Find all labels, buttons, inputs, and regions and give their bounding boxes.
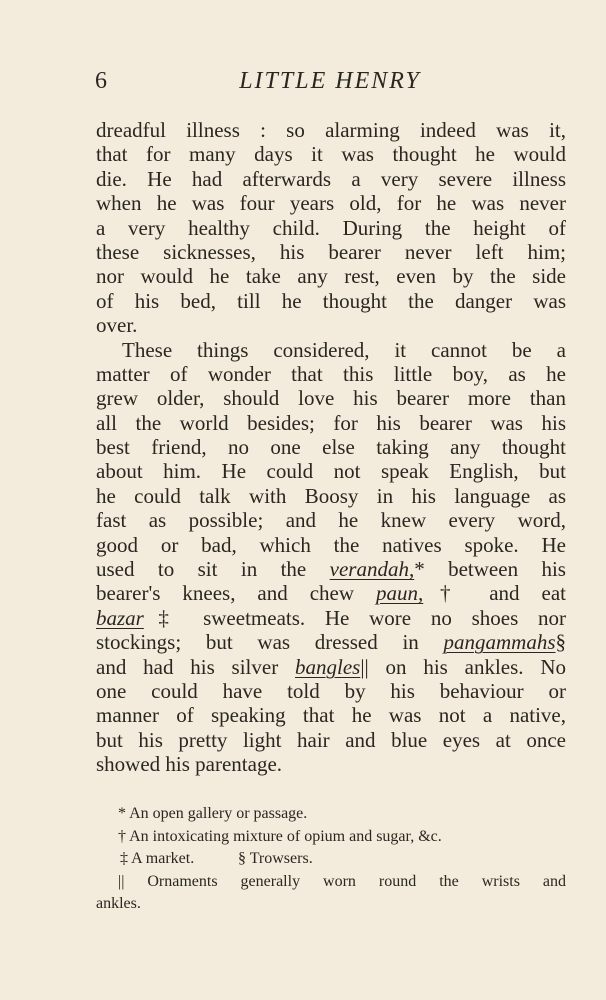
text-line: about him. He could not speak English, but <box>96 459 566 484</box>
text-line: die. He had afterwards a very severe illness <box>96 166 566 191</box>
text-line <box>96 655 566 679</box>
text-line <box>96 581 566 605</box>
italic-term: bangles <box>295 654 361 679</box>
text-line: nor would he take any rest, even by the side <box>96 264 566 289</box>
text-run: and had his silver <box>96 654 295 679</box>
text-run: bearer's knees, and chew <box>96 581 377 606</box>
footnote-part: § Trowsers. <box>238 850 313 867</box>
text-line: that for many days it was thought he would <box>96 142 566 167</box>
text-line: manner of speaking that he was not a native, <box>96 703 566 728</box>
text-line: best friend, no one else taking any thought <box>96 435 566 460</box>
text-line: over. <box>96 313 138 338</box>
footnote: † An intoxicating mixture of opium and sugar, &c. <box>118 827 442 845</box>
text-run: || on his ankles. No <box>360 654 566 679</box>
page-header <box>95 68 565 100</box>
text-line: when he was four years old, for he was never <box>96 191 566 216</box>
footnotes <box>96 803 566 916</box>
text-line: These things considered, it cannot be a <box>122 337 566 362</box>
running-title: LITTLE HENRY <box>239 68 421 94</box>
italic-term: pangammahs <box>443 630 556 655</box>
body-text <box>96 118 566 777</box>
italic-term: bazar <box>96 605 144 630</box>
text-line: fast as possible; and he knew every word, <box>96 508 566 533</box>
text-line: these sicknesses, his bearer never left him; <box>96 239 566 264</box>
text-line: dreadful illness : so alarming indeed was it, <box>96 118 566 142</box>
footnote <box>96 848 566 871</box>
text-line: of his bed, till he thought the danger was <box>96 288 566 313</box>
text-run: § <box>555 630 566 655</box>
text-line <box>96 557 566 581</box>
text-line: but his pretty light hair and blue eyes at once <box>96 727 566 752</box>
footnote-part: ‡ A market. <box>120 850 195 867</box>
footnote: * An open gallery or passage. <box>118 805 308 822</box>
text-run: stockings; but was dressed in <box>96 630 444 655</box>
footnote: || Ornaments generally worn round the wrists and <box>118 872 566 890</box>
text-line <box>96 606 566 630</box>
text-line: he could talk with Boosy in his language as <box>96 483 566 508</box>
text-line: grew older, should love his bearer more than <box>96 386 566 411</box>
italic-term: paun, <box>376 581 424 606</box>
text-line <box>96 630 566 654</box>
text-line: good or bad, which the natives spoke. He <box>96 532 566 557</box>
footnote: ankles. <box>96 895 141 912</box>
text-line: showed his parentage. <box>96 752 283 777</box>
text-run: † and eat <box>423 581 566 606</box>
text-line: a very healthy child. During the height of <box>96 215 566 240</box>
page-number: 6 <box>95 68 107 94</box>
text-run: * between his <box>414 557 566 582</box>
text-run: ‡ sweetmeats. He wore no shoes nor <box>143 605 566 630</box>
text-line: one could have told by his behaviour or <box>96 678 566 703</box>
text-run: used to sit in the <box>96 557 330 582</box>
text-line: matter of wonder that this little boy, as he <box>96 361 566 386</box>
text-line: all the world besides; for his bearer was his <box>96 410 566 435</box>
italic-term: verandah, <box>329 557 415 582</box>
